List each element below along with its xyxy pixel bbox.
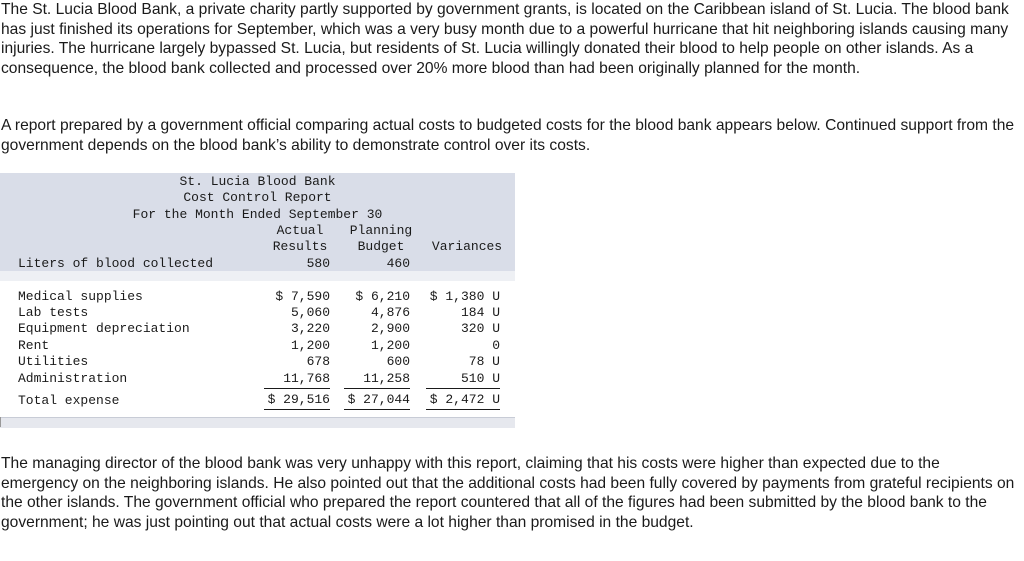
report-intro-paragraph: A report prepared by a government official comparing actual costs to budgeted costs for the blood bank appears below. Continued support from the government depends on the blood bank’s ability to demonstrate control over its costs. xyxy=(1,117,1015,154)
row-variance: 78 U xyxy=(468,354,500,369)
row-label: Equipment depreciation xyxy=(18,321,190,336)
row-variance: 0 xyxy=(492,338,500,353)
liters-actual: 580 xyxy=(306,256,330,271)
row-budget: 600 xyxy=(386,354,410,369)
closing-paragraph: The managing director of the blood bank was very unhappy with this report, claiming that his costs were higher than expected due to the emergency on the neighboring islands. He also pointed out that the additional costs had been fully covered by payments from grateful recipients on the other islands. The government official who prepared the report countered that all of the figures had been submitted by the blood bank to the government; he was just pointing out that actual costs were a lot higher than promised in the budget. xyxy=(1,455,1015,531)
col-variances: Variances xyxy=(431,239,503,254)
total-actual: $ 29,516 xyxy=(264,392,330,410)
row-label: Lab tests xyxy=(18,305,89,320)
row-budget: 4,876 xyxy=(370,305,410,320)
report-subtitle: Cost Control Report xyxy=(183,190,332,205)
report-left-rule xyxy=(0,417,1,427)
row-actual: 11,768 xyxy=(264,371,330,389)
col-planning-line2: Budget xyxy=(357,239,405,254)
cost-control-report xyxy=(0,173,515,427)
row-variance: 184 U xyxy=(460,305,500,320)
row-actual: 678 xyxy=(306,354,330,369)
report-title: St. Lucia Blood Bank xyxy=(179,174,336,189)
col-planning-line1: Planning xyxy=(349,223,413,238)
row-label: Medical supplies xyxy=(18,289,143,304)
row-budget: 1,200 xyxy=(370,338,410,353)
row-variance: 510 U xyxy=(426,371,500,389)
total-budget: $ 27,044 xyxy=(344,392,410,410)
row-variance: $ 1,380 U xyxy=(429,289,500,304)
intro-paragraph: The St. Lucia Blood Bank, a private charity partly supported by government grants, is located on the Caribbean island of St. Lucia. The blood bank has just finished its operations for September, which was a very busy month due to a powerful hurricane that hit neighboring islands causing many injuries. The hurricane largely bypassed St. Lucia, but residents of St. Lucia willingly donated their blood to help people on other islands. As a consequence, the blood bank collected and processed over 20% more blood than had been originally planned for the month. xyxy=(1,1,1009,77)
liters-label: Liters of blood collected xyxy=(18,256,214,271)
report-header-gap xyxy=(0,271,515,281)
row-actual: 1,200 xyxy=(290,338,330,353)
row-label: Utilities xyxy=(18,354,89,369)
row-actual: 5,060 xyxy=(290,305,330,320)
total-variance: $ 2,472 U xyxy=(426,392,500,410)
row-label: Rent xyxy=(18,338,50,353)
row-label: Administration xyxy=(18,371,128,386)
row-budget: 11,258 xyxy=(344,371,410,389)
liters-budget: 460 xyxy=(386,256,410,271)
row-actual: 3,220 xyxy=(290,321,330,336)
col-actual-line1: Actual xyxy=(276,223,324,238)
total-label: Total expense xyxy=(18,393,120,408)
row-budget: $ 6,210 xyxy=(355,289,410,304)
row-budget: 2,900 xyxy=(370,321,410,336)
row-variance: 320 U xyxy=(460,321,500,336)
col-actual-line2: Results xyxy=(272,239,328,254)
report-bottom-band xyxy=(0,417,515,428)
row-actual: $ 7,590 xyxy=(275,289,330,304)
report-period: For the Month Ended September 30 xyxy=(132,207,383,222)
